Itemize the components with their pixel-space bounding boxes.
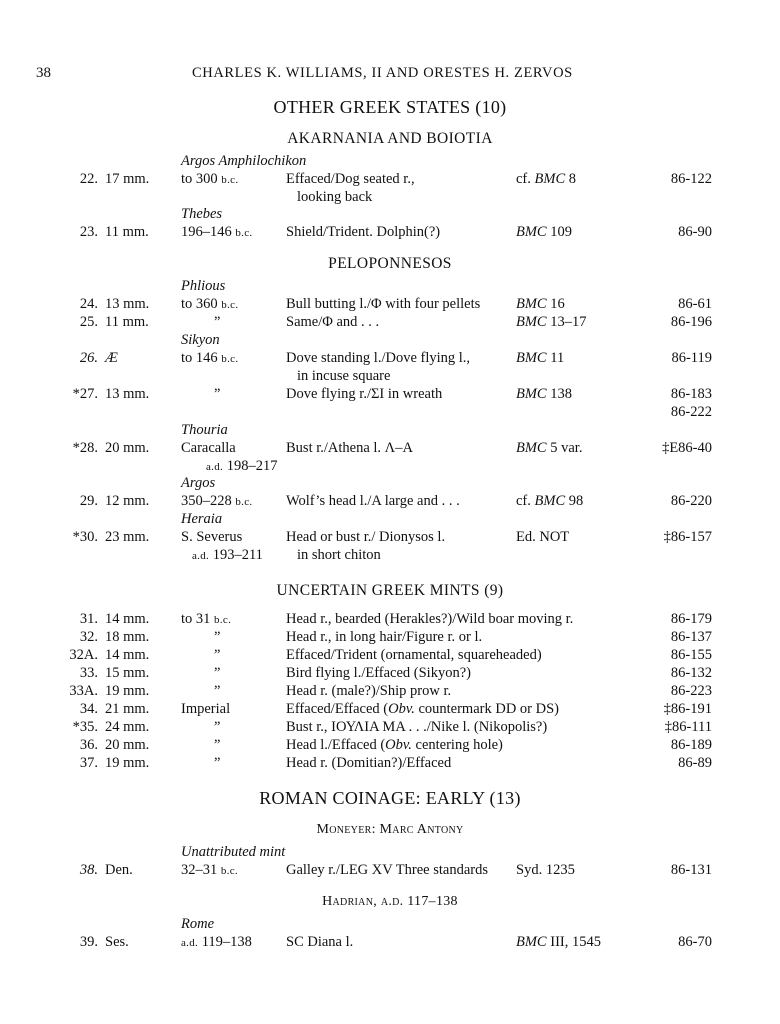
coin-size: 19 mm. [105,683,150,699]
coin-description: Bird flying l./Effaced (Sikyon?) [286,665,471,681]
entry-number: 33. [79,665,98,681]
mint-name: Thouria [181,422,228,438]
inventory-number: 86-90 [678,224,712,240]
ditto-mark: ” [214,629,221,645]
bibliographic-reference: cf. BMC 8 [516,171,576,187]
ditto-mark: ” [214,314,221,330]
coin-description: Bust r./Athena l. Λ–Α [286,440,413,456]
inventory-number: 86-131 [670,862,712,878]
coin-denomination: Den. [105,862,133,878]
coin-description: Head r., in long hair/Figure r. or l. [286,629,483,645]
entry-number: 34. [79,701,98,717]
running-title: CHARLES K. WILLIAMS, II AND ORESTES H. ZERVOS [192,65,573,81]
coin-size: 24 mm. [105,719,150,735]
mint-name: Thebes [181,206,223,222]
entry-number: 22. [79,171,98,187]
moneyer-heading: Moneyer: Marc Antony [316,822,464,837]
bibliographic-reference: BMC 109 [516,224,572,240]
inventory-number: 86-61 [678,296,712,312]
ditto-mark: ” [214,386,221,402]
mint-name: Argos Amphilochikon [181,153,307,169]
bibliographic-reference: cf. BMC 98 [516,493,584,509]
section-title-other-greek-states: OTHER GREEK STATES (10) [273,97,507,117]
inventory-number: 86-183 [670,386,712,402]
coin-description-continued: in short chiton [297,547,381,563]
coin-description: Shield/Trident. Dolphin(?) [286,224,441,240]
entry-number: 31. [79,611,98,627]
bibliographic-reference: BMC 138 [516,386,572,402]
entry-number: *30. [72,529,98,545]
coin-size: 17 mm. [105,171,150,187]
coin-description-continued: looking back [297,189,373,205]
inventory-number: 86-119 [671,350,712,366]
inventory-number: ‡86-111 [664,719,712,735]
coin-date: 32–31 b.c. [181,862,238,878]
ditto-mark: ” [214,683,221,699]
coin-description: SC Diana l. [286,934,354,950]
coin-date: to 146 b.c. [181,350,239,366]
section-title-uncertain-greek-mints: UNCERTAIN GREEK MINTS (9) [276,582,504,599]
inventory-number: 86-137 [670,629,712,645]
coin-date: 196–146 b.c. [181,224,253,240]
coin-description: Head r. (male?)/Ship prow r. [286,683,452,699]
bibliographic-reference: BMC 11 [516,350,565,366]
entry-number: 33A. [69,683,98,699]
entry-number: 25. [79,314,98,330]
entry-number: *35. [72,719,98,735]
inventory-number: 86-223 [670,683,712,699]
mint-name: Phlious [181,278,226,294]
coin-description: Effaced/Effaced (Obv. countermark DD or DS) [286,701,559,717]
coin-description: Wolf’s head l./Α large and . . . [286,493,460,509]
ditto-mark: ” [214,737,221,753]
inventory-number: 86-70 [678,934,712,950]
coin-date: to 360 b.c. [181,296,239,312]
coin-size: 19 mm. [105,755,150,771]
inventory-number: 86-222 [670,404,712,420]
coin-date: to 31 b.c. [181,611,232,627]
ditto-mark: ” [214,647,221,663]
inventory-number: 86-196 [670,314,712,330]
entry-number: 38. [79,862,98,878]
bibliographic-reference: BMC 5 var. [516,440,583,456]
inventory-number: 86-155 [670,647,712,663]
coin-date: 350–228 b.c. [181,493,253,509]
coin-size: 13 mm. [105,296,150,312]
coin-date: a.d. 198–217 [206,458,278,474]
bibliographic-reference: BMC 16 [516,296,565,312]
inventory-number: ‡86-157 [663,529,712,545]
ruler-name: Caracalla [181,440,236,456]
coin-size: 11 mm. [105,314,149,330]
inventory-number: ‡86-191 [663,701,712,717]
ruler-name: S. Severus [181,529,243,545]
coin-size: 15 mm. [105,665,150,681]
coin-date: to 300 b.c. [181,171,239,187]
coin-date: a.d. 193–211 [192,547,263,563]
entry-number: 32A. [69,647,98,663]
coin-size: 21 mm. [105,701,150,717]
inventory-number: 86-122 [670,171,712,187]
mint-name: Argos [181,475,216,491]
coin-description: Bull butting l./Φ with four pellets [286,296,481,312]
inventory-number: 86-179 [670,611,712,627]
entry-number: 29. [79,493,98,509]
coin-metal: Æ [105,350,118,366]
coin-size: 11 mm. [105,224,149,240]
coin-size: 20 mm. [105,737,150,753]
ditto-mark: ” [214,755,221,771]
coin-description-continued: in incuse square [297,368,391,384]
inventory-number: 86-132 [670,665,712,681]
entry-number: 37. [79,755,98,771]
mint-name: Unattributed mint [181,844,286,860]
entry-number: 36. [79,737,98,753]
ditto-mark: ” [214,719,221,735]
bibliographic-reference: BMC 13–17 [516,314,587,330]
inventory-number: ‡E86-40 [662,440,712,456]
coin-description: Head l./Effaced (Obv. centering hole) [286,737,503,753]
coin-description: Same/Φ and . . . [286,314,380,330]
bibliographic-reference: Ed. NOT [516,529,570,545]
coin-description: Effaced/Trident (ornamental, squareheaded) [286,647,542,663]
ditto-mark: ” [214,665,221,681]
entry-number: 32. [79,629,98,645]
coin-size: 14 mm. [105,647,150,663]
page-number: 38 [36,65,51,81]
section-title-roman-coinage-early: ROMAN COINAGE: EARLY (13) [259,788,521,808]
entry-number: 24. [79,296,98,312]
coin-date: a.d. 119–138 [181,934,252,950]
coin-description: Dove flying r./ΣΙ in wreath [286,386,443,402]
coin-description: Galley r./LEG XV Three standards [286,862,489,878]
coin-size: 20 mm. [105,440,150,456]
bibliographic-reference: BMC III, 1545 [516,934,601,950]
coin-size: 13 mm. [105,386,150,402]
coin-description: Bust r., ΙΟΥΛΙΑ ΜΑ . . ./Nike l. (Nikopolis?) [286,719,548,735]
coin-size: 23 mm. [105,529,150,545]
mint-name: Rome [181,916,215,932]
coin-size: 18 mm. [105,629,150,645]
coin-description: Head r. (Domitian?)/Effaced [286,755,452,771]
emperor-heading: Hadrian, a.d. 117–138 [322,894,458,909]
mint-name: Sikyon [181,332,220,348]
coin-period: Imperial [181,701,231,717]
subsection-title-peloponnesos: PELOPONNESOS [328,255,452,272]
subsection-title-akarnania-boiotia: AKARNANIA AND BOIOTIA [287,130,493,147]
coin-denomination: Ses. [105,934,129,950]
coin-size: 14 mm. [105,611,150,627]
entry-number: 23. [79,224,98,240]
entry-number: *28. [72,440,98,456]
coin-description: Dove standing l./Dove flying l., [286,350,471,366]
coin-description: Head or bust r./ Dionysos l. [286,529,446,545]
entry-number: *27. [72,386,98,402]
coin-size: 12 mm. [105,493,150,509]
coin-description: Head r., bearded (Herakles?)/Wild boar moving r. [286,611,574,627]
entry-number: 39. [79,934,98,950]
bibliographic-reference: Syd. 1235 [516,862,575,878]
inventory-number: 86-189 [670,737,712,753]
inventory-number: 86-89 [678,755,712,771]
entry-number: 26. [79,350,98,366]
inventory-number: 86-220 [670,493,712,509]
coin-description: Effaced/Dog seated r., [286,171,415,187]
mint-name: Heraia [181,511,223,527]
